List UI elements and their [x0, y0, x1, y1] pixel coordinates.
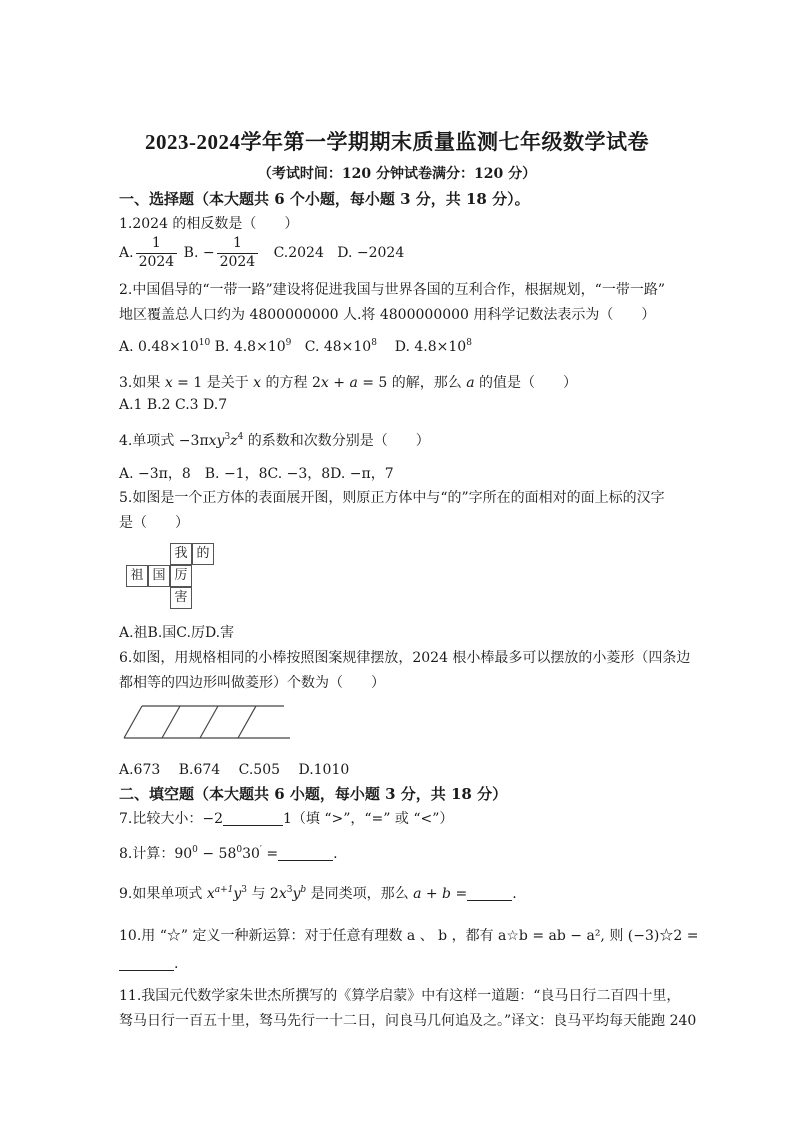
answer-blank[interactable] [467, 886, 512, 901]
answer-blank[interactable] [119, 956, 174, 971]
q1-option-d: D. −2024 [337, 245, 405, 261]
question-1-stem: 1.2024 的相反数是（ ） [119, 216, 299, 232]
question-3-options: A.1 B.2 C.3 D.7 [119, 397, 228, 413]
text-run: 是同类项，那么 [306, 886, 414, 902]
text-run: 30 [242, 846, 260, 862]
net-cell-wo: 我 [170, 543, 192, 565]
text-run: = [451, 886, 468, 902]
question-2-options [119, 339, 472, 355]
q2-option-a-exponent: 10 [198, 338, 211, 348]
question-3-stem [119, 372, 577, 392]
question-11-line-2: 驽马日行一百五十里，驽马先行一十二日，问良马几何追及之。”译文：良马平均每天能跑 240 [119, 1013, 697, 1029]
variable: a + b [413, 886, 452, 902]
text-run: − 58 [197, 846, 237, 862]
degree-mark: 0 [192, 845, 198, 855]
text-run: . [333, 846, 338, 862]
text-run: 9.如果单项式 [119, 886, 207, 902]
question-2-line-1: 2.中国倡导的“一带一路”建设将促进我国与世界各国的互利合作，根据规划，“一带一路” [119, 282, 665, 298]
variable: z [230, 433, 238, 449]
variable: xy [208, 433, 225, 449]
q2-option-d: D. 4.8×10 [394, 339, 467, 355]
text-run: . [174, 956, 179, 972]
q2-option-a: A. 0.48×10 [119, 339, 199, 355]
page-title: 2023-2024学年第一学期期末质量监测七年级数学试卷 [145, 130, 649, 154]
text-run: 8.计算：90 [119, 846, 193, 862]
text-run: . [512, 886, 517, 902]
rhombus-sticks-figure [118, 700, 298, 744]
question-6-options: A.673 B.674 C.505 D.1010 [119, 762, 350, 778]
fraction-numerator: 1 [136, 235, 178, 254]
q1-option-c: C.2024 [273, 245, 324, 261]
text-run: 7.比较大小：−2 [119, 811, 223, 827]
fraction-numerator: 1 [217, 235, 259, 254]
question-6-line-2: 都相等的四边形叫做菱形）个数为（ ） [119, 675, 385, 691]
question-4-stem [119, 430, 430, 450]
text-run: 的值是（ ） [474, 375, 578, 391]
net-cell-guo: 国 [148, 565, 170, 587]
q2-option-b-exponent: 9 [285, 338, 292, 348]
variable: a [466, 375, 475, 391]
q1-option-b-fraction [217, 235, 259, 271]
variable: a [349, 375, 358, 391]
slant-stick [200, 706, 218, 738]
exponent: 4 [237, 432, 244, 442]
text-run: = 5 的解，那么 [357, 375, 467, 391]
text-run: 的系数和次数分别是（ ） [243, 433, 430, 449]
text-run: 4.单项式 −3π [119, 433, 209, 449]
text-run: 的方程 2 [261, 375, 321, 391]
q1-option-a-label: A. [119, 245, 134, 261]
question-5-line-2: 是（ ） [119, 515, 189, 531]
exam-info: （考试时间：120 分钟试卷满分：120 分） [257, 166, 537, 182]
slant-stick [124, 706, 142, 738]
exponent: 3 [241, 885, 248, 895]
slant-stick [238, 706, 256, 738]
degree-mark: 0 [236, 845, 243, 855]
variable: x [278, 886, 287, 902]
exponent: 3 [286, 885, 293, 895]
variable: y [233, 886, 242, 902]
question-9 [119, 883, 517, 903]
section-heading-fill-in: 二、填空题（本大题共 6 小题，每小题 3 分，共 18 分） [119, 785, 508, 803]
net-cell-de: 的 [192, 543, 214, 565]
fraction-denominator: 2024 [219, 253, 256, 270]
minute-mark: ′ [259, 845, 262, 855]
text-run: 与 2 [247, 886, 279, 902]
question-6-line-1: 6.如图，用规格相同的小棒按照图案规律摆放，2024 根小棒最多可以摆放的小菱形（四条边 [119, 650, 691, 666]
text-run: 3.如果 [119, 375, 165, 391]
section-heading-choice: 一、选择题（本大题共 6 个小题，每小题 3 分，共 18 分）。 [119, 190, 530, 208]
exponent: 3 [224, 432, 231, 442]
question-5-options: A.祖B.国C.厉D.害 [119, 625, 235, 641]
q1-option-a-fraction [136, 235, 178, 271]
q1-option-b-label: B. − [183, 245, 215, 261]
q2-option-d-exponent: 8 [466, 338, 472, 348]
text-run: = 1 是关于 [172, 375, 254, 391]
net-cell-hai: 害 [170, 587, 192, 609]
text-run: 1（填 “>”，“=” 或 “<”） [283, 811, 454, 827]
fraction-denominator: 2024 [138, 253, 175, 270]
q2-option-c: C. 48×10 [304, 339, 372, 355]
text-run: = [261, 846, 279, 862]
variable: x [320, 375, 329, 391]
exponent: a+1 [214, 885, 234, 895]
variable: y [292, 886, 301, 902]
variable: x [164, 375, 173, 391]
question-10-line-1: 10.用 “☆” 定义一种新运算：对于任意有理数 a 、 b ，都有 a☆b = ab − a², 则 (−3)☆2 = [119, 928, 699, 944]
question-11-line-1: 11.我国元代数学家朱世杰所撰写的《算学启蒙》中有这样一道题：“良马日行二百四十里， [119, 988, 681, 1004]
answer-blank[interactable] [278, 846, 333, 861]
question-1-options [119, 235, 404, 271]
text-run: + [328, 375, 350, 391]
question-4-options: A. −3π，8 B. −1，8C. −3，8D. −π，7 [119, 466, 394, 482]
question-8 [119, 843, 338, 863]
variable: x [253, 375, 262, 391]
question-2-line-2: 地区覆盖总人口约为 4800000000 人.将 4800000000 用科学记数法表示为（ ） [119, 307, 656, 323]
answer-blank[interactable] [223, 811, 283, 826]
question-10-line-2 [119, 956, 178, 972]
net-cell-zu: 祖 [126, 565, 148, 587]
q2-option-b: B. 4.8×10 [214, 339, 286, 355]
question-5-line-1: 5.如图是一个正方体的表面展开图，则原正方体中与“的”字所在的面相对的面上标的汉字 [119, 490, 665, 506]
variable: x [206, 886, 215, 902]
slant-stick [162, 706, 180, 738]
question-7 [119, 808, 453, 828]
exponent: b [300, 885, 307, 895]
net-cell-li: 厉 [170, 565, 192, 587]
q2-option-c-exponent: 8 [371, 338, 377, 348]
